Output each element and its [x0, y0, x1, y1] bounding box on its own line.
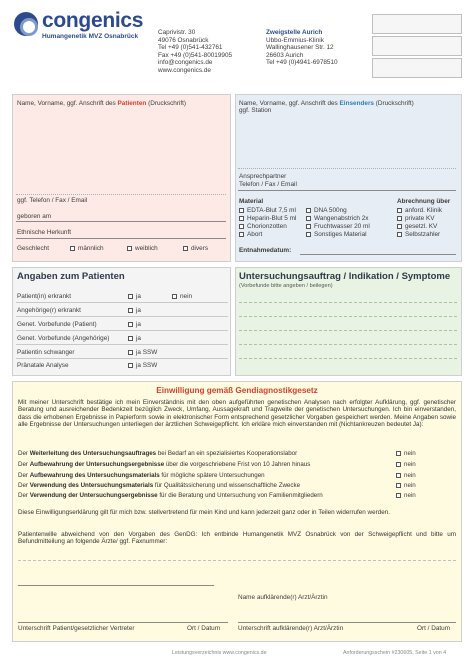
- checkbox[interactable]: [306, 216, 311, 221]
- consent-no-option[interactable]: nein: [396, 461, 416, 468]
- info-row-label: Pränatale Analyse: [17, 362, 69, 369]
- row-divider: [16, 344, 228, 345]
- patient-signature-line[interactable]: [18, 622, 228, 623]
- checkbox[interactable]: [396, 473, 401, 478]
- info-row-label: Patientin schwanger: [17, 349, 75, 356]
- checkbox[interactable]: [306, 208, 311, 213]
- phone-field-line[interactable]: [16, 221, 226, 222]
- checkbox[interactable]: [172, 294, 177, 299]
- checkbox[interactable]: [306, 224, 311, 229]
- deviation-text: Patientenwille abweichend von den Vorgaben des GenDG: Ich entbinde Humangenetik MVZ Osnabrück von der Schweigepflicht und bitte um Befundmitteilung an folgende Ärzte/ ggf. Faxnummer:: [18, 531, 456, 546]
- address-line: Fax +49 (0)541-80019905: [158, 51, 233, 59]
- checkbox[interactable]: [127, 246, 132, 251]
- info-row-label: Patient(in) erkrankt: [17, 293, 71, 300]
- doctor-name-label: Name aufklärende(r) Arzt/Ärztin: [238, 594, 328, 601]
- consent-no-option[interactable]: nein: [396, 482, 416, 489]
- born-label: geboren am: [17, 213, 52, 220]
- patient-signature-label: Unterschrift Patient/gesetzlicher Vertreter: [18, 625, 135, 632]
- order-line[interactable]: [239, 302, 457, 303]
- checkbox[interactable]: [396, 451, 401, 456]
- material-option[interactable]: Wangenabstrich 2x: [306, 215, 368, 222]
- address-line: Wallinghausener Str. 12: [266, 44, 334, 52]
- address-line: 49076 Osnabrück: [158, 36, 209, 44]
- address-website[interactable]: www.congenics.de: [158, 66, 211, 74]
- born-field-line[interactable]: [16, 238, 226, 239]
- address-line: 26603 Aurich: [266, 51, 304, 59]
- billing-option[interactable]: gesetzl. KV: [397, 223, 437, 230]
- info-row-yes[interactable]: ja SSW: [128, 362, 157, 369]
- material-option[interactable]: Chorionzotten: [239, 223, 287, 230]
- consent-no-option[interactable]: nein: [396, 450, 416, 457]
- info-row-yes[interactable]: ja: [128, 335, 141, 342]
- row-divider: [16, 316, 228, 317]
- info-row-yes[interactable]: ja: [128, 321, 141, 328]
- material-option[interactable]: Abort: [239, 231, 262, 238]
- barcode-field-3[interactable]: [372, 58, 462, 78]
- consent-item: Der Weiterleitung des Untersuchungsauftrages bei Bedarf an ein spezialisiertes Kooperationslabor: [18, 450, 298, 457]
- deviation-field-line[interactable]: [18, 560, 456, 561]
- main-address: [158, 29, 232, 75]
- barcode-field-1[interactable]: [372, 14, 462, 34]
- sender-name-label: Name, Vorname, ggf. Anschrift des Einsenders (Druckschrift): [239, 100, 414, 107]
- branch-title: Zweigstelle Aurich: [266, 29, 323, 36]
- sampling-date-label: Entnahmedatum:: [239, 247, 292, 254]
- billing-option[interactable]: Selbstzahler: [397, 231, 440, 238]
- sampling-date-field[interactable]: [300, 254, 456, 255]
- address-line: Ubbo-Emmius-Klinik: [266, 36, 324, 44]
- info-row-yes[interactable]: ja: [128, 307, 141, 314]
- ethnic-label: Ethnische Herkunft: [17, 229, 71, 236]
- footer-link[interactable]: Leistungsverzeichnis www.congenics.de: [172, 650, 267, 656]
- deviation-field-line[interactable]: [18, 585, 214, 586]
- info-row-no[interactable]: nein: [172, 293, 192, 300]
- checkbox[interactable]: [397, 216, 402, 221]
- checkbox[interactable]: [128, 308, 133, 313]
- logo-name: congenics: [42, 9, 144, 32]
- row-divider: [16, 358, 228, 359]
- checkbox[interactable]: [239, 208, 244, 213]
- checkbox[interactable]: [128, 322, 133, 327]
- order-line[interactable]: [239, 316, 457, 317]
- order-title: Untersuchungsauftrag / Indikation / Symptome: [239, 271, 451, 282]
- address-line: Tel +49 (0)4941-6978510: [266, 59, 338, 67]
- station-label: ggf. Station: [239, 107, 272, 114]
- info-row-yes[interactable]: ja SSW: [128, 349, 157, 356]
- consent-item: Der Verwendung des Untersuchungsmaterials für Qualitätssicherung und wissenschaftliche Zwecke: [18, 482, 301, 489]
- checkbox[interactable]: [306, 232, 311, 237]
- billing-option[interactable]: private KV: [397, 215, 434, 222]
- consent-item: Der Aufbewahrung des Untersuchungsmaterials für mögliche spätere Untersuchungen: [18, 472, 265, 479]
- doctor-signature-line[interactable]: [238, 622, 456, 623]
- info-row-label: Genet. Vorbefunde (Patient): [17, 321, 97, 328]
- checkbox[interactable]: [396, 483, 401, 488]
- material-option[interactable]: Heparin-Blut 5 ml: [239, 215, 296, 222]
- gender-male-option[interactable]: männlich: [70, 245, 104, 252]
- consent-intro: Mit meiner Unterschrift bestätige ich mein Einverständnis mit den oben aufgeführten genetischen Analysen nach erfolgter Aufklärung, ggf. genetischer Beratung und ausreichender Bedenkzeit bezüglich Zweck, Umfang, Aussagekraft und Tragweite der genetischen Untersuchungen. Ich bin einverstanden, dass die erhobenen Ergebnisse in Papierform sowie in elektronischer Form entsprechend gesetzlicher Vorgaben gespeichert werden. Meine Angaben sowie alle Ergebnisse der Untersuchungen unterliegen der ärztlichen Schweigepflicht. Ich erkläre mich einverstanden mit (Nichtankreuzen bedeutet Ja):: [18, 399, 456, 428]
- contact-label: Ansprechpartner: [239, 173, 287, 180]
- material-title: Material: [239, 198, 264, 205]
- footer-doc-info: Anforderungsschein #230605, Seite 1 von 4: [343, 650, 447, 656]
- sender-field-line[interactable]: [238, 168, 456, 169]
- consent-title: Einwilligung gemäß Gendiagnostikgesetz: [156, 386, 318, 395]
- checkbox[interactable]: [128, 294, 133, 299]
- checkbox[interactable]: [70, 246, 75, 251]
- branch-address: [266, 29, 338, 67]
- consent-no-option[interactable]: nein: [396, 492, 416, 499]
- checkbox[interactable]: [397, 224, 402, 229]
- address-email[interactable]: info@congenics.de: [158, 59, 213, 67]
- contact-field-line[interactable]: [238, 190, 456, 191]
- name-field-line[interactable]: [16, 194, 226, 195]
- billing-title: Abrechnung über: [397, 198, 451, 205]
- row-divider: [16, 330, 228, 331]
- row-divider: [16, 302, 228, 303]
- consent-no-option[interactable]: nein: [396, 472, 416, 479]
- checkbox[interactable]: [397, 232, 402, 237]
- consent-item: Der Verwendung der Untersuchungsergebnisse für die Beratung und Untersuchung von Familienmitgliedern: [18, 492, 323, 499]
- material-option[interactable]: DNA 500ng: [306, 207, 347, 214]
- checkbox[interactable]: [239, 232, 244, 237]
- address-line: Caprivistr. 30: [158, 29, 196, 36]
- checkbox[interactable]: [397, 208, 402, 213]
- place-date-label: Ort / Datum: [417, 625, 451, 632]
- checkbox[interactable]: [396, 493, 401, 498]
- logo-mark-icon: [14, 12, 38, 36]
- barcode-field-2[interactable]: [372, 36, 462, 56]
- gender-diverse-option[interactable]: divers: [183, 245, 208, 252]
- consent-item: Der Aufbewahrung der Untersuchungsergebnisse über die vorgeschriebene Frist von 10 Jahren hinaus: [18, 461, 311, 468]
- phone-label: ggf. Telefon / Fax / Email: [17, 197, 88, 204]
- material-option[interactable]: EDTA-Blut 7,5 ml: [239, 207, 296, 214]
- order-line[interactable]: [239, 358, 457, 359]
- billing-option[interactable]: anford. Klinik: [397, 207, 442, 214]
- contact-label-2: Telefon / Fax / Email: [239, 181, 297, 188]
- checkbox[interactable]: [239, 216, 244, 221]
- material-option[interactable]: Fruchtwasser 20 ml: [306, 223, 370, 230]
- doctor-signature-label: Unterschrift aufklärende(r) Arzt/Ärztin: [238, 625, 344, 632]
- info-row-yes[interactable]: ja: [128, 293, 141, 300]
- checkbox[interactable]: [128, 363, 133, 368]
- gender-female-option[interactable]: weiblich: [127, 245, 158, 252]
- material-option[interactable]: Sonstiges Material: [306, 231, 367, 238]
- place-date-label: Ort / Datum: [187, 625, 221, 632]
- checkbox[interactable]: [183, 246, 188, 251]
- patient-panel: [12, 94, 231, 262]
- checkbox[interactable]: [396, 462, 401, 467]
- patient-info-title: Angaben zum Patienten: [17, 271, 125, 282]
- patient-name-label: Name, Vorname, ggf. Anschrift des Patienten (Druckschrift): [17, 100, 187, 107]
- checkbox[interactable]: [239, 224, 244, 229]
- revocation-text: Diese Einwilligungserklärung gilt für mich bzw. stellvertretend für mein Kind und kann jederzeit ganz oder in Teilen widerrufen werden.: [18, 509, 390, 516]
- order-line[interactable]: [239, 330, 457, 331]
- gender-label: Geschlecht: [17, 245, 49, 252]
- checkbox[interactable]: [128, 350, 133, 355]
- info-row-label: Genet. Vorbefunde (Angehörige): [17, 335, 110, 342]
- info-row-label: Angehörige(r) erkrankt: [17, 307, 81, 314]
- logo-subtitle: Humangenetik MVZ Osnabrück: [42, 33, 139, 40]
- order-line[interactable]: [239, 344, 457, 345]
- address-line: Tel +49 (0)541-432761: [158, 44, 223, 52]
- checkbox[interactable]: [128, 336, 133, 341]
- order-subtitle: (Vorbefunde bitte angeben / beilegen): [239, 283, 333, 289]
